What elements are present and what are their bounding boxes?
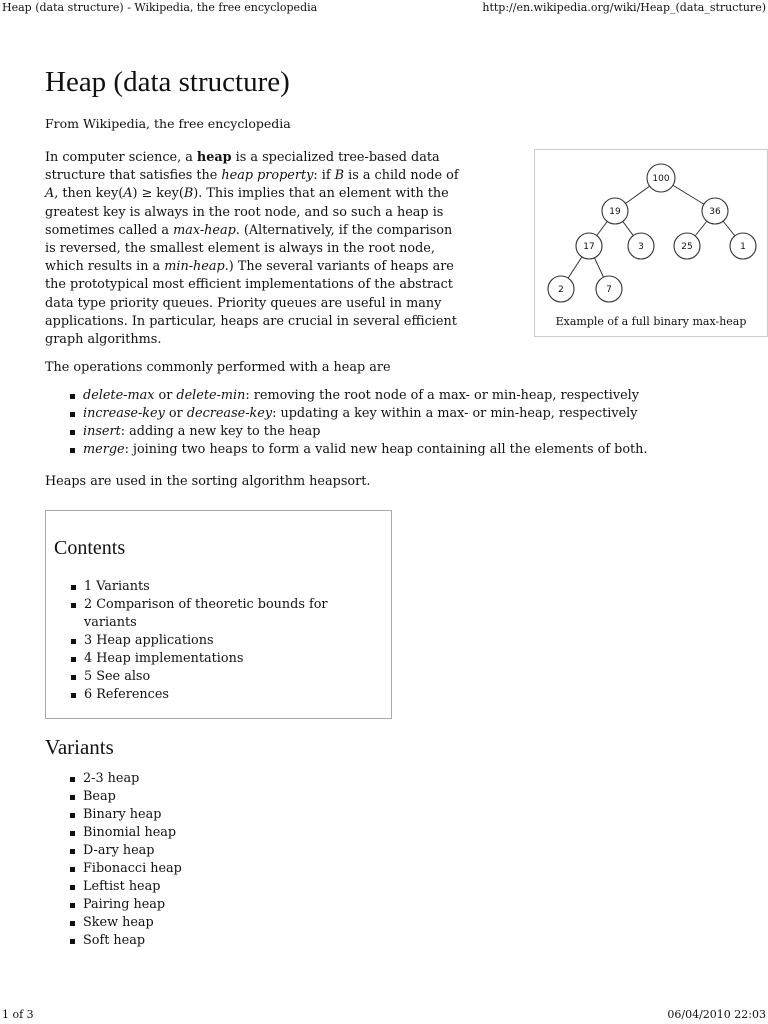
list-item xyxy=(83,387,740,405)
toc-item[interactable]: 6 References xyxy=(84,686,383,704)
op-text: : updating a key within a max- or min-heap, respectively xyxy=(272,406,638,422)
tagline: From Wikipedia, the free encyclopedia xyxy=(45,116,291,131)
list-item xyxy=(83,405,740,423)
heap-tree-diagram xyxy=(541,156,761,306)
tree-node-label: 25 xyxy=(681,242,693,252)
variant-item[interactable]: Beap xyxy=(83,788,740,806)
operations-list xyxy=(45,387,740,459)
var-a: A xyxy=(123,186,133,202)
var-b: B xyxy=(334,168,345,184)
toc-item[interactable]: 4 Heap implementations xyxy=(84,650,383,668)
variant-item[interactable]: D-ary heap xyxy=(83,842,740,860)
heap-property-link[interactable]: heap property xyxy=(221,168,314,184)
op-term: delete-min xyxy=(176,388,246,404)
op-text: or xyxy=(164,406,187,422)
page-title: Heap (data structure) xyxy=(45,66,290,98)
op-term: delete-max xyxy=(83,388,155,404)
toc-item[interactable]: 5 See also xyxy=(84,668,383,686)
heap-figure xyxy=(534,149,768,337)
op-text: : adding a new key to the heap xyxy=(120,424,321,440)
min-heap-term: min-heap xyxy=(164,259,225,275)
toc-title: Contents xyxy=(54,536,126,559)
variant-item[interactable]: Leftist heap xyxy=(83,878,740,896)
variants-heading: Variants xyxy=(45,734,114,759)
intro-text: . (Alternatively, if the comparison is reversed, the smallest element is always in the root node, which results in a xyxy=(45,222,453,275)
toc-item[interactable]: 3 Heap applications xyxy=(84,632,383,650)
var-b: B xyxy=(183,186,194,202)
tree-node-label: 7 xyxy=(606,285,612,295)
intro-text: is a specialized tree-based data structure that satisfies the xyxy=(45,150,440,184)
op-term: decrease-key xyxy=(186,406,273,422)
table-of-contents xyxy=(45,510,392,719)
tree-node-label: 17 xyxy=(583,242,595,252)
tree-node-label: 19 xyxy=(609,207,621,217)
tree-node-label: 36 xyxy=(709,207,721,217)
figure-caption: Example of a full binary max-heap xyxy=(555,315,747,328)
variant-item[interactable]: Fibonacci heap xyxy=(83,860,740,878)
toc-item[interactable]: 2 Comparison of theoretic bounds for variants xyxy=(84,596,383,632)
intro-heap-term[interactable]: heap xyxy=(196,150,232,165)
intro-text: .) The several variants of heaps are the prototypical most efficient implementations of the abstract data type priority queues. Priority queues are useful in many applications. In particular, heaps are crucial in several efficient graph algorithms. xyxy=(45,259,457,348)
heapsort-paragraph: Heaps are used in the sorting algorithm heapsort. xyxy=(45,474,371,490)
page-count: 1 of 3 xyxy=(2,1008,34,1021)
toc-item[interactable]: 1 Variants xyxy=(84,578,383,596)
list-item xyxy=(83,423,740,441)
op-term: merge xyxy=(83,442,125,458)
variant-item[interactable]: Soft heap xyxy=(83,932,740,950)
tree-node-label: 2 xyxy=(558,285,564,295)
print-date: 06/04/2010 22:03 xyxy=(667,1008,766,1021)
intro-text: : if xyxy=(313,168,335,184)
print-header-title: Heap (data structure) - Wikipedia, the free encyclopedia xyxy=(2,1,318,14)
toc-list xyxy=(54,578,383,704)
print-header xyxy=(0,0,768,16)
intro-text: , then key( xyxy=(54,186,124,202)
op-term: insert xyxy=(83,424,121,440)
op-term: increase-key xyxy=(83,406,165,422)
intro-text: is a child node of xyxy=(344,168,459,184)
var-a: A xyxy=(45,186,55,202)
article-content xyxy=(45,62,747,964)
variant-item[interactable]: 2-3 heap xyxy=(83,770,740,788)
intro-text: ). This implies that an element with the greatest key is always in the root node, and so such a heap is sometimes called a xyxy=(45,186,449,238)
intro-paragraph xyxy=(45,149,465,349)
variant-item[interactable]: Binary heap xyxy=(83,806,740,824)
variants-list xyxy=(45,770,740,950)
operations-intro: The operations commonly performed with a heap are xyxy=(45,360,391,376)
variant-item[interactable]: Binomial heap xyxy=(83,824,740,842)
intro-text: ) ≥ key( xyxy=(132,186,184,202)
op-text: : joining two heaps to form a valid new heap containing all the elements of both. xyxy=(124,442,648,458)
print-header-url: http://en.wikipedia.org/wiki/Heap_(data_structure) xyxy=(482,1,766,14)
variant-item[interactable]: Skew heap xyxy=(83,914,740,932)
variant-item[interactable]: Pairing heap xyxy=(83,896,740,914)
list-item xyxy=(83,441,740,459)
tree-node-label: 3 xyxy=(638,242,644,252)
intro-text: In computer science, a xyxy=(45,150,197,165)
op-text: or xyxy=(154,388,177,404)
tree-node-label: 1 xyxy=(740,242,746,252)
op-text: : removing the root node of a max- or min-heap, respectively xyxy=(245,388,640,404)
tree-node-label: 100 xyxy=(652,174,670,184)
max-heap-term: max-heap xyxy=(173,222,236,238)
print-footer xyxy=(0,1006,768,1024)
